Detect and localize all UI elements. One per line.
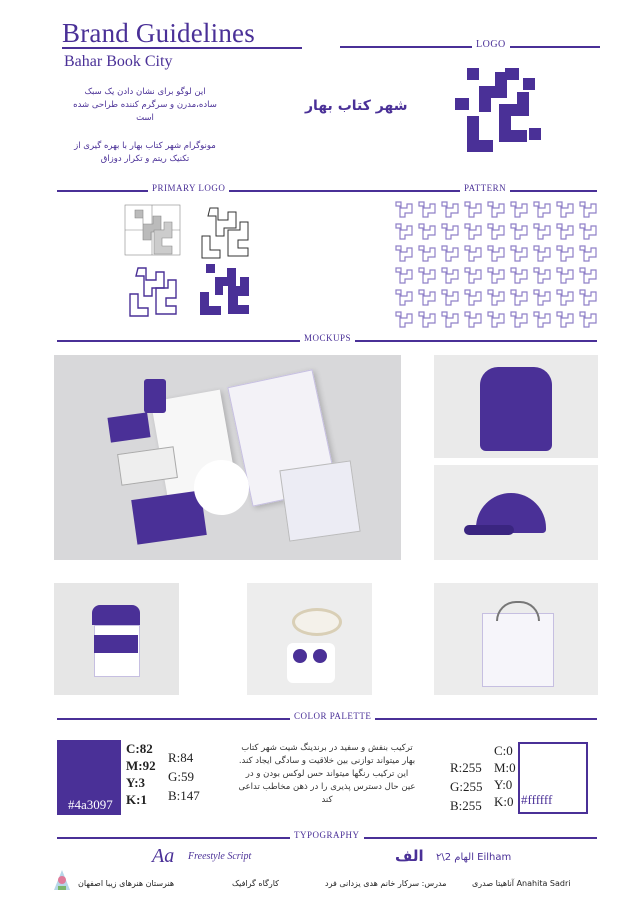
primary-cmyk: [126, 740, 156, 808]
primary-logo-variants: [120, 200, 270, 325]
persian-type-sample: الف: [395, 847, 424, 865]
mockups-label: MOCKUPS: [300, 333, 355, 343]
sticker-rolls-mockup-image: [247, 583, 372, 695]
secondary-b-value: B:255: [450, 798, 482, 813]
cup-mockup-image: [54, 583, 179, 695]
page-subtitle: Bahar Book City: [64, 53, 173, 70]
secondary-y-value: Y:0: [494, 777, 513, 792]
footer-workshop: کارگاه گرافیک: [232, 879, 279, 888]
cap-mockup-image: [434, 465, 598, 560]
secondary-m-value: M:0: [494, 760, 516, 775]
secondary-k-value: K:0: [494, 794, 514, 809]
primary-g-value: G:59: [168, 769, 194, 784]
primary-b-value: B:147: [168, 788, 200, 803]
intro-paragraph-2: مونوگرام شهر کتاب بهار با بهره گیری از تکنیک ریتم و تکرار دوزاق: [74, 141, 216, 164]
logo-thin: [130, 268, 176, 316]
footer-student: آناهیتا صدری Anahita Sadri: [472, 879, 571, 888]
persian-font-name: ۲\الهام 2 Eilham: [436, 852, 512, 863]
primary-k-value: K:1: [126, 792, 147, 807]
typography-label: TYPOGRAPHY: [290, 830, 364, 840]
primary-logo-label: PRIMARY LOGO: [148, 183, 229, 193]
primary-hex-label: #4a3097: [68, 797, 113, 812]
footer-teacher: مدرس: سرکار خانم هدی یزدانی فرد: [325, 879, 447, 888]
primary-logo-rule: [57, 190, 597, 192]
intro-paragraph-1: این لوگو برای نشان دادن یک سبک ساده،مدرن و سرگرم کننده طراحی شده است: [73, 87, 217, 123]
primary-rgb: [168, 748, 200, 805]
brand-monogram-icon: [445, 58, 550, 158]
secondary-rgb: [450, 758, 483, 815]
brand-pattern: [393, 198, 600, 328]
hoodie-mockup-image: [434, 355, 598, 458]
logo-grid-construction: [125, 205, 180, 255]
primary-m-value: M:92: [126, 758, 156, 773]
stationery-mockup-image: [54, 355, 401, 560]
primary-c-value: C:82: [126, 741, 153, 756]
secondary-c-value: C:0: [494, 743, 513, 758]
color-palette-label: COLOR PALETTE: [290, 711, 375, 721]
primary-r-value: R:84: [168, 750, 194, 765]
footer-school: هنرستان هنرهای زیبا اصفهان: [78, 879, 175, 888]
page-title: Brand Guidelines: [62, 18, 255, 48]
pattern-label: PATTERN: [460, 183, 510, 193]
secondary-hex-label: #ffffff: [521, 792, 553, 807]
school-emblem-icon: [50, 866, 74, 892]
primary-y-value: Y:3: [126, 775, 146, 790]
logo-wordmark: شهر کتاب بهار: [305, 98, 408, 114]
secondary-cmyk: [494, 742, 516, 810]
secondary-r-value: R:255: [450, 760, 482, 775]
secondary-g-value: G:255: [450, 779, 483, 794]
logo-solid: [200, 264, 249, 315]
latin-font-name: Freestyle Script: [188, 851, 252, 862]
logo-outline: [202, 208, 248, 258]
shopping-bag-mockup-image: [434, 583, 598, 695]
logo-rule: [340, 46, 600, 48]
palette-description: ترکیب بنفش و سفید در برندینگ شیت شهر کتاب بهار میتواند توازنی بین خلاقیت و سادگی ایجاد کند. این ترکیب رنگها میتواند حس لوکس بودن و در عین حال دسترس پذیری را در ذهن مخاطب تداعی کند: [238, 743, 416, 805]
title-underline: [62, 47, 302, 49]
latin-type-sample: Aa: [152, 845, 175, 867]
logo-section-label: LOGO: [472, 39, 510, 50]
